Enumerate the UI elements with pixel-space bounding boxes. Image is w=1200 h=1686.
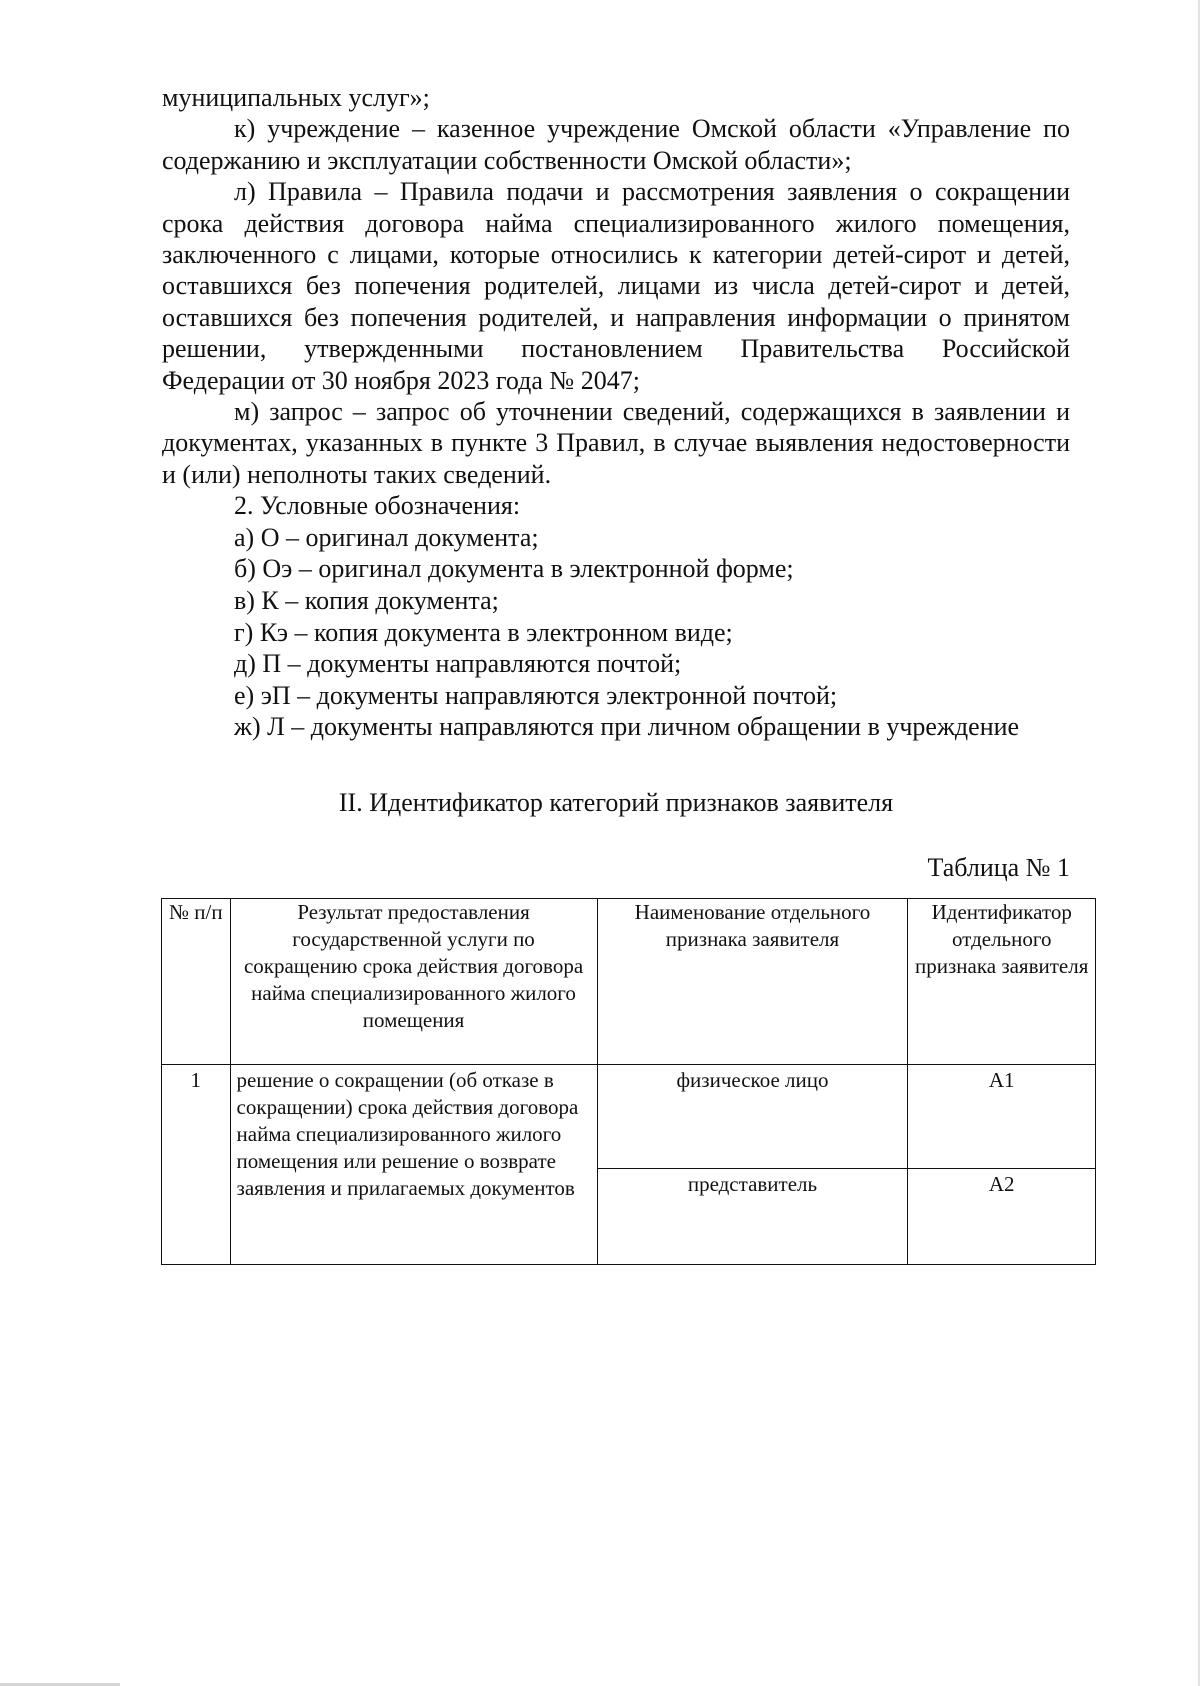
- list-item: д) П – документы направляются почтой;: [234, 649, 682, 679]
- document-page: [162, 82, 1070, 883]
- paragraph-m-request: м) запрос – запрос об уточнении сведений, содержащихся в заявлении и документах, указанных в пункте 3 Правил, в случае выявления недостоверности и (или) неполноты таких сведений.: [162, 397, 1070, 489]
- list-item: г) Кэ – копия документа в электронном виде;: [234, 617, 733, 647]
- header-result: Результат предоставления государственной услуги по сокращению срока действия договора найма специализированного жилого помещения: [230, 899, 597, 1065]
- paragraph-k-institution: к) учреждение – казенное учреждение Омской области «Управление по содержанию и эксплуатации собственности Омской области»;: [162, 114, 1070, 175]
- table-header-row: [162, 899, 1096, 1065]
- cell-identifier: А1: [908, 1065, 1096, 1169]
- header-attribute: Наименование отдельного признака заявителя: [597, 899, 908, 1065]
- table-caption: Таблица № 1: [927, 853, 1070, 883]
- cell-identifier: А2: [908, 1169, 1096, 1265]
- cell-attribute: физическое лицо: [597, 1065, 908, 1169]
- section-heading: II. Идентификатор категорий признаков заявителя: [338, 788, 894, 818]
- cell-attribute: представитель: [597, 1169, 908, 1265]
- header-number: № п/п: [162, 899, 231, 1065]
- list-item: е) эП – документы направляются электронной почтой;: [234, 680, 838, 710]
- table-row: [162, 1065, 1096, 1169]
- header-identifier: Идентификатор отдельного признака заявителя: [908, 899, 1096, 1065]
- identifier-table: [161, 898, 1096, 1265]
- paragraph-continuation: муниципальных услуг»;: [162, 83, 430, 112]
- list-heading: 2. Условные обозначения:: [234, 491, 521, 521]
- list-item: в) К – копия документа;: [234, 586, 499, 616]
- list-item: б) Оэ – оригинал документа в электронной форме;: [234, 554, 794, 584]
- paragraph-l-rules: л) Правила – Правила подачи и рассмотрения заявления о сокращении срока действия договора найма специализированного жилого помещения, заключенного с лицами, которые относились к категории детей-сирот и детей, оставшихся без попечения родителей, лицами из числа детей-сирот и детей, оставшихся без попечения родителей, и направления информации о принятом решении, утвержденными постановлением Правительства Российской Федерации от 30 ноября 2023 года № 2047;: [162, 177, 1070, 395]
- cell-result: решение о сокращении (об отказе в сокращении) срока действия договора найма специализированного жилого помещения или решение о возврате заявления и прилагаемых документов: [230, 1065, 597, 1265]
- cell-row-number: 1: [162, 1065, 231, 1265]
- list-item: а) О – оригинал документа;: [234, 522, 539, 552]
- list-item: ж) Л – документы направляются при личном обращении в учреждение: [234, 712, 1020, 742]
